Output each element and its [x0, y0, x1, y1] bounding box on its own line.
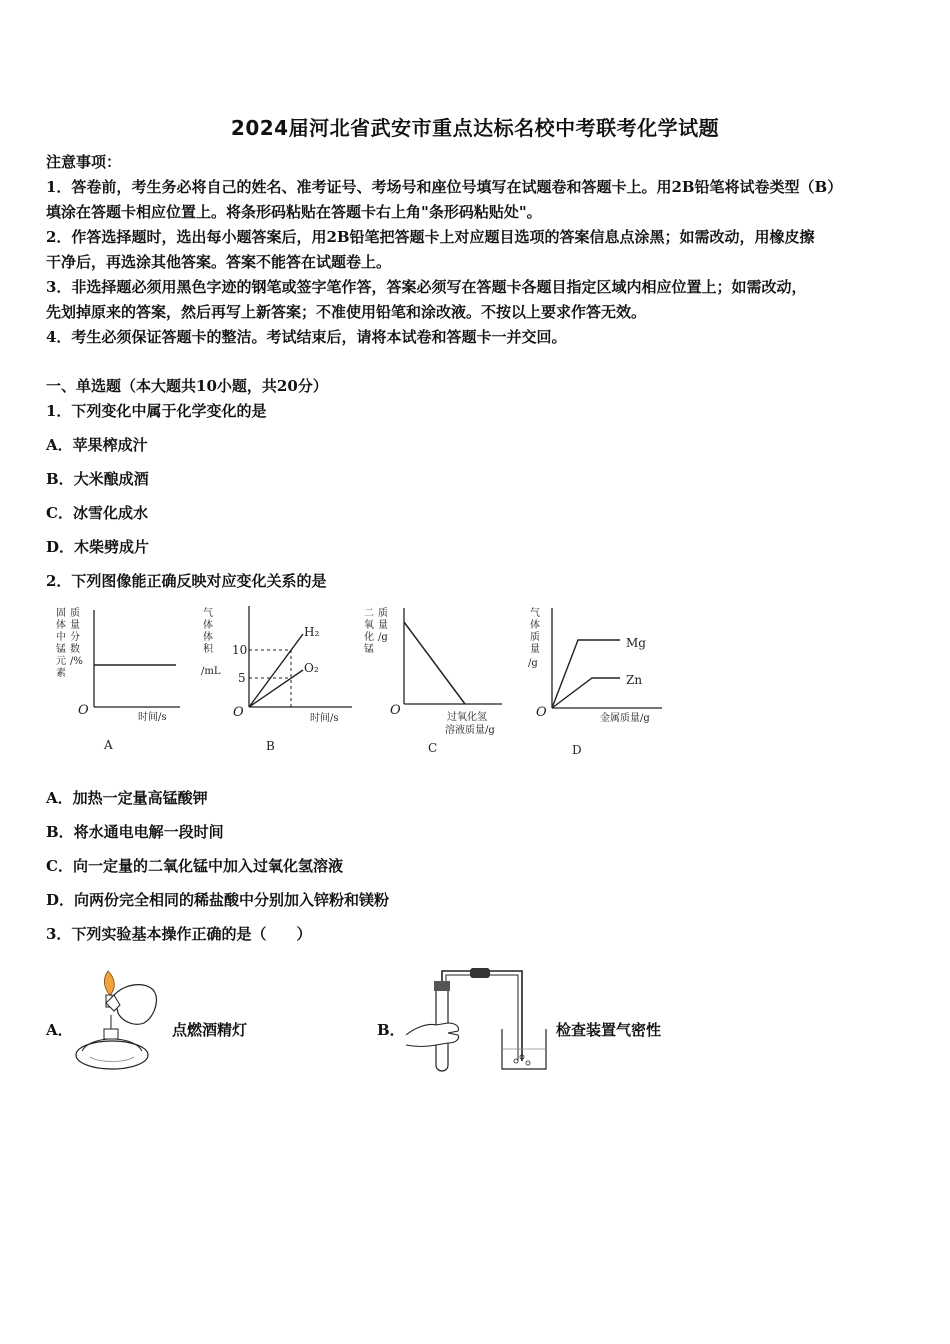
rubber-joint-shape — [470, 968, 490, 978]
ylabel-char: 体 — [203, 632, 213, 643]
ylabel-char: 锰 — [56, 644, 66, 655]
series-mg-line — [552, 640, 620, 708]
ylabel-char: 体 — [530, 620, 540, 631]
question-stem: 1．下列变化中属于化学变化的是 — [46, 402, 267, 420]
notice-line: 2．作答选择题时，选出每小题答案后，用2B铅笔把答题卡上对应题目选项的答案信息点涂黑；如需改动，用橡皮擦 — [46, 228, 815, 246]
option-a: A．苹果榨成汁 — [46, 436, 148, 454]
flame-shape — [104, 971, 114, 995]
ylabel-char: 元 — [56, 656, 66, 667]
graph-b — [200, 604, 360, 759]
bubble-shape — [526, 1061, 530, 1065]
notice-heading: 注意事项： — [46, 153, 122, 171]
x-axis-label: 溶液质量/g — [445, 725, 495, 736]
bubble-shape — [514, 1059, 518, 1063]
ylabel-char: 分 — [70, 632, 80, 643]
notice-line: 1．答卷前，考生务必将自己的姓名、准考证号、考场号和座位号填写在试题卷和答题卡上。用2B铅笔将试卷类型（B） — [46, 178, 843, 196]
series-o2-line — [249, 670, 303, 707]
option-a-text: 点燃酒精灯 — [172, 1021, 248, 1039]
graph-caption: B — [266, 739, 275, 753]
lamp-cap-shape — [104, 1029, 118, 1039]
graph-caption: D — [572, 743, 582, 757]
graph-b-ylabel — [201, 607, 221, 677]
ylabel-char: 量 — [70, 620, 80, 631]
ylabel-char: 质 — [378, 608, 388, 619]
ylabel-char: /g — [378, 632, 388, 643]
ylabel-char: 量 — [378, 620, 388, 631]
graph-d-ylabel — [528, 607, 540, 669]
ylabel-char: /mL — [201, 666, 221, 677]
graph-c — [362, 604, 522, 759]
delivery-tube-inner-shape — [446, 975, 518, 1061]
ylabel-char: 中 — [56, 632, 66, 643]
graph-c-line — [404, 622, 465, 704]
graph-caption: C — [428, 741, 438, 755]
option-b: B．大米酿成酒 — [46, 470, 149, 488]
origin-label: O — [390, 703, 401, 718]
series-h2-line — [249, 634, 303, 707]
question-stem: 2．下列图像能正确反映对应变化关系的是 — [46, 572, 327, 590]
alcohol-lamp-lighting-illustration — [70, 965, 170, 1075]
notice-line: 4．考生必须保证答题卡的整洁。考试结束后，请将本试卷和答题卡一并交回。 — [46, 328, 567, 346]
option-c: C．向一定量的二氧化锰中加入过氧化氢溶液 — [46, 857, 343, 875]
ylabel-char: 化 — [364, 632, 374, 643]
ylabel-char: 氧 — [364, 620, 374, 631]
series-label: Zn — [626, 673, 643, 687]
ylabel-char: 气 — [203, 608, 213, 619]
x-axis-label: 时间/s — [310, 713, 339, 724]
ylabel-char: 体 — [203, 620, 213, 631]
graph-caption: A — [104, 738, 113, 752]
ylabel-char: 体 — [56, 620, 66, 631]
notice-line: 干净后，再选涂其他答案。答案不能答在试题卷上。 — [46, 253, 392, 271]
ylabel-char: 质 — [70, 608, 80, 619]
ylabel-char: 固 — [56, 608, 66, 619]
ylabel-char: 量 — [530, 644, 540, 655]
x-axis-label: 时间/s — [138, 712, 167, 723]
origin-label: O — [78, 703, 89, 718]
notice-line: 填涂在答题卡相应位置上。将条形码粘贴在答题卡右上角"条形码粘贴处"。 — [46, 203, 542, 221]
graph-d — [522, 604, 672, 759]
graph-a — [50, 604, 185, 754]
ylabel-char: 质 — [530, 632, 540, 643]
option-b-text: 检查装置气密性 — [556, 1021, 662, 1039]
origin-label: O — [233, 705, 244, 720]
ylabel-char: 二 — [364, 608, 374, 619]
ylabel-char: /g — [528, 658, 538, 669]
hand-shape — [406, 1023, 459, 1047]
notice-line: 先划掉原来的答案，然后再写上新答案；不准使用铅笔和涂改液。不按以上要求作答无效。 — [46, 303, 647, 321]
series-label: O₂ — [304, 661, 319, 675]
option-b: B．将水通电电解一段时间 — [46, 823, 224, 841]
ylabel-char: 锰 — [364, 644, 374, 655]
ylabel-char: /% — [70, 656, 83, 667]
page-title: 2024届河北省武安市重点达标名校中考联考化学试题 — [230, 116, 720, 140]
option-d: D．木柴劈成片 — [46, 538, 150, 556]
delivery-tube-shape — [442, 971, 522, 1061]
series-label: Mg — [626, 636, 646, 650]
series-label: H₂ — [304, 625, 320, 639]
airtightness-check-illustration — [402, 965, 552, 1075]
tick-label: 10 — [232, 643, 248, 657]
stopper-shape — [434, 981, 450, 991]
option-a: A．加热一定量高锰酸钾 — [46, 789, 208, 807]
tilted-lamp-shape — [114, 985, 156, 1025]
tick-label: 5 — [238, 671, 246, 685]
option-c: C．冰雪化成水 — [46, 504, 148, 522]
ylabel-char: 气 — [530, 608, 540, 619]
graph-c-ylabel — [364, 606, 388, 655]
graph-a-ylabel — [56, 606, 83, 679]
option-d: D．向两份完全相同的稀盐酸中分别加入锌粉和镁粉 — [46, 891, 390, 909]
ylabel-char: 数 — [70, 644, 80, 655]
question-stem: 3．下列实验基本操作正确的是（ ） — [46, 925, 312, 943]
notice-line: 3．非选择题必须用黑色字迹的钢笔或签字笔作答，答案必须写在答题卡各题目指定区域内相应位置上；如需改动， — [46, 278, 807, 296]
ylabel-char: 积 — [203, 644, 213, 655]
option-a-letter: A． — [46, 1021, 73, 1039]
x-axis-label: 过氧化氢 — [447, 712, 487, 723]
section-heading: 一、单选题（本大题共10小题，共20分） — [46, 377, 328, 395]
origin-label: O — [536, 705, 547, 720]
option-b-letter: B． — [377, 1021, 405, 1039]
ylabel-char: 素 — [56, 668, 66, 679]
x-axis-label: 金属质量/g — [600, 713, 650, 724]
